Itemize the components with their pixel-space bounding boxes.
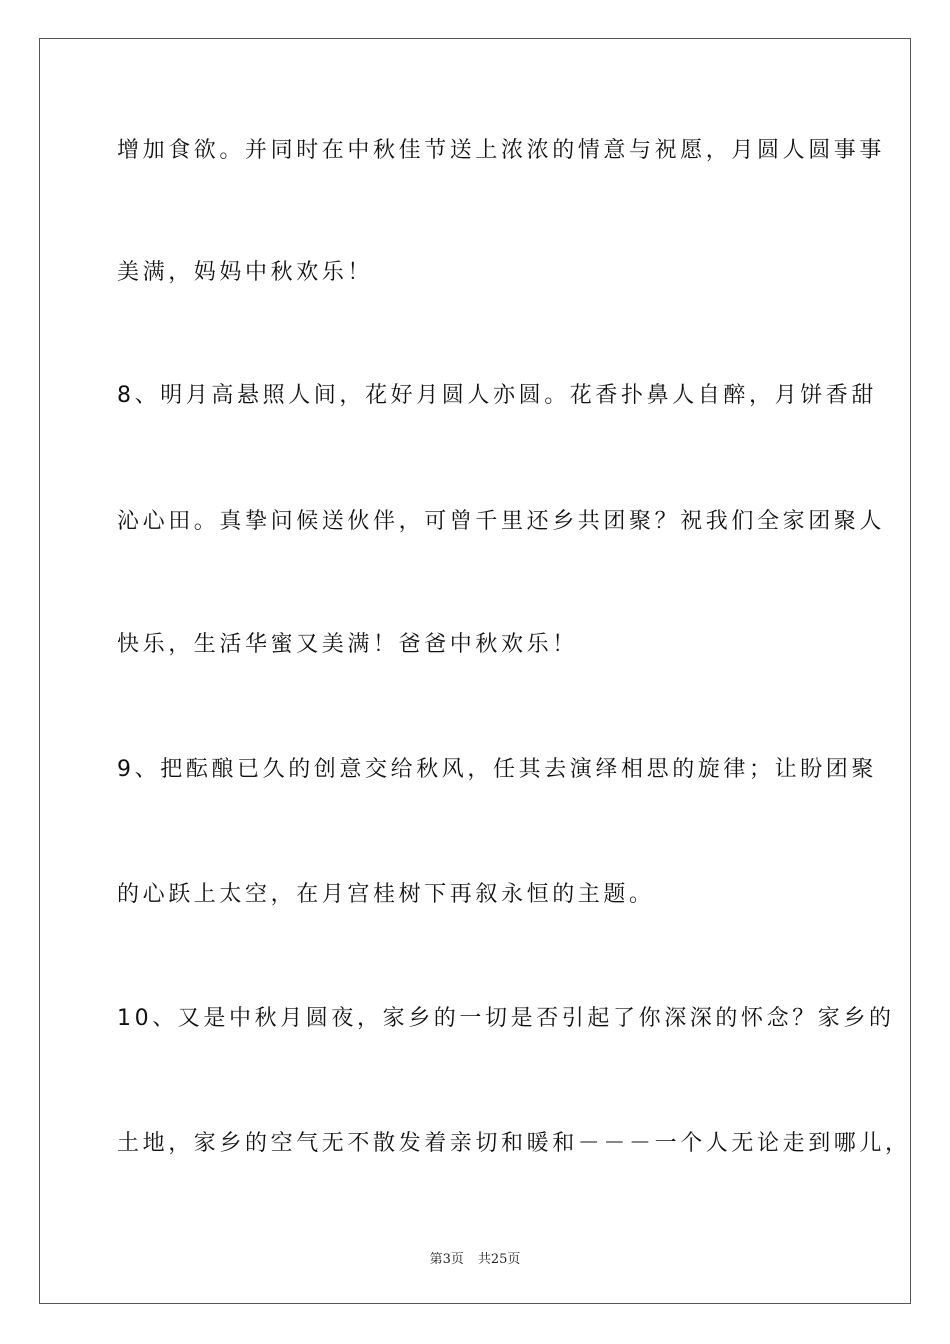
text-line: 9、把酝酿已久的创意交给秋风，任其去演绎相思的旋律；让盼团聚	[117, 757, 877, 782]
page-footer	[0, 1248, 950, 1267]
page-number: 第3页	[429, 1252, 464, 1267]
text-line: 的心跃上太空，在月宫桂树下再叙永恒的主题。	[117, 882, 655, 907]
text-line: 土地，家乡的空气无不散发着亲切和暖和－－－一个人无论走到哪儿，	[117, 1131, 911, 1156]
text-line: 增加食欲。并同时在中秋佳节送上浓浓的情意与祝愿，月圆人圆事事	[117, 138, 886, 163]
page-border	[39, 38, 911, 1304]
text-line: 美满，妈妈中秋欢乐！	[117, 260, 374, 285]
text-line: 8、明月高悬照人间，花好月圆人亦圆。花香扑鼻人自醉，月饼香甜	[117, 383, 877, 408]
page-total: 共25页	[477, 1252, 521, 1267]
text-line: 沁心田。真挚问候送伙伴，可曾千里还乡共团聚？祝我们全家团聚人	[117, 509, 886, 534]
text-line: 快乐，生活华蜜又美满！爸爸中秋欢乐！	[117, 632, 578, 657]
text-line: 10、又是中秋月圆夜，家乡的一切是否引起了你深深的怀念？家乡的	[117, 1006, 895, 1031]
